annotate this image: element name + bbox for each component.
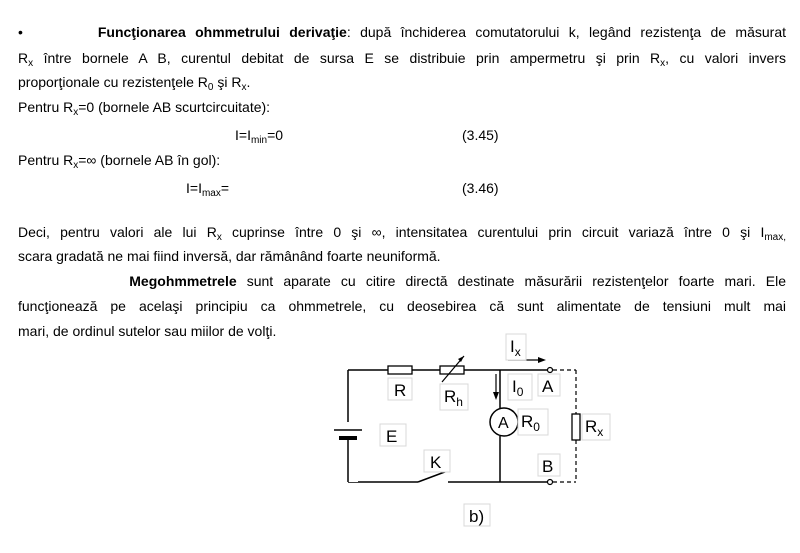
battery-e xyxy=(334,422,362,482)
ohmmeter-circuit-diagram xyxy=(330,330,620,530)
terminal-a xyxy=(548,368,553,373)
subscript: x xyxy=(73,107,79,118)
label-r: R xyxy=(394,381,407,400)
subscript: 0 xyxy=(207,82,214,93)
label-rx-sub: x xyxy=(597,425,604,439)
label-rx-main: R xyxy=(585,417,598,436)
label-rh-sub: h xyxy=(456,395,463,409)
para1-line1 xyxy=(18,22,786,42)
subscript: x xyxy=(28,58,34,69)
para3-line3: mari, de ordinul sutelor sau miilor de volţi. xyxy=(18,323,277,339)
text: sunt aparate cu citire directă destinate măsurării rezistenţelor foarte mari. Ele xyxy=(236,273,786,289)
terminal-b xyxy=(548,480,553,485)
subscript: x xyxy=(660,58,666,69)
para2-line1 xyxy=(18,222,786,242)
equation-3-46 xyxy=(186,178,229,198)
para1-text: : după închiderea comutatorului k, legând rezistenţa de măsurat xyxy=(346,24,786,40)
para3-line2: funcţionează pe acelaşi principiu ca ohmmetrele, cu deosebirea că sunt alimentate de tensiuni mult mai xyxy=(18,298,786,314)
para3-title: Megohmmetrele xyxy=(129,273,237,289)
label-a: A xyxy=(542,377,554,396)
case1-text xyxy=(18,97,786,117)
text: Pentru R xyxy=(18,99,74,115)
text: proporţionale cu rezistenţele R xyxy=(18,74,208,90)
text: =∞ (bornele AB în gol): xyxy=(78,152,221,168)
subscript: max, xyxy=(764,232,787,243)
text: Pentru R xyxy=(18,152,74,168)
text: între bornele A B, curentul debitat de sursa E se distribuie prin ampermetru şi prin R xyxy=(33,50,661,66)
text: =0 xyxy=(267,127,284,143)
text: = xyxy=(220,180,230,196)
text: Deci, pentru valori ale lui R xyxy=(18,224,217,240)
text: I=I xyxy=(235,127,251,143)
bullet: • xyxy=(18,24,23,40)
para3-line1 xyxy=(18,271,786,291)
ammeter-label: A xyxy=(498,415,509,432)
label-r0-main: R xyxy=(521,412,534,431)
para2-line2: scara gradată ne mai fiind inversă, dar rămânând foarte neuniformă. xyxy=(18,248,441,264)
label-rh-main: R xyxy=(444,387,457,406)
switch-k xyxy=(418,470,450,487)
rheostat-rh xyxy=(440,356,464,382)
equation-number-3-45: (3.45) xyxy=(462,127,499,143)
label-i0-sub: 0 xyxy=(516,385,524,399)
label-k: K xyxy=(430,453,442,472)
case2-text xyxy=(18,150,786,170)
text: R xyxy=(18,50,29,66)
subscript: min xyxy=(250,135,268,146)
text: şi R xyxy=(213,74,242,90)
resistor-r xyxy=(388,366,412,374)
text: , cu valori invers xyxy=(665,50,786,66)
text: cuprinse între 0 şi ∞, intensitatea curentului prin circuit variază între 0 şi I xyxy=(221,224,765,240)
resistor-rx xyxy=(572,414,580,440)
equation-3-45 xyxy=(235,125,283,145)
label-r0-sub: 0 xyxy=(533,420,540,434)
subscript: max xyxy=(201,188,221,199)
para1-line2 xyxy=(18,48,786,68)
label-e: E xyxy=(386,427,398,446)
text: I=I xyxy=(186,180,202,196)
para1-title: Funcţionarea ohmmetrului derivaţie xyxy=(97,24,347,40)
current-arrow-i0 xyxy=(493,374,499,400)
para1-line3 xyxy=(18,72,786,92)
equation-number-3-46: (3.46) xyxy=(462,180,499,196)
subscript: x xyxy=(241,82,247,93)
label-b: B xyxy=(542,457,554,476)
text: =0 (bornele AB scurtcircuitate): xyxy=(78,99,271,115)
figure-caption: b) xyxy=(469,507,485,526)
text: . xyxy=(246,74,251,90)
subscript: x xyxy=(73,160,79,171)
label-i0-main: I xyxy=(512,377,517,396)
label-ix-sub: x xyxy=(514,345,521,359)
label-ix-main: I xyxy=(510,337,515,356)
subscript: x xyxy=(216,232,222,243)
